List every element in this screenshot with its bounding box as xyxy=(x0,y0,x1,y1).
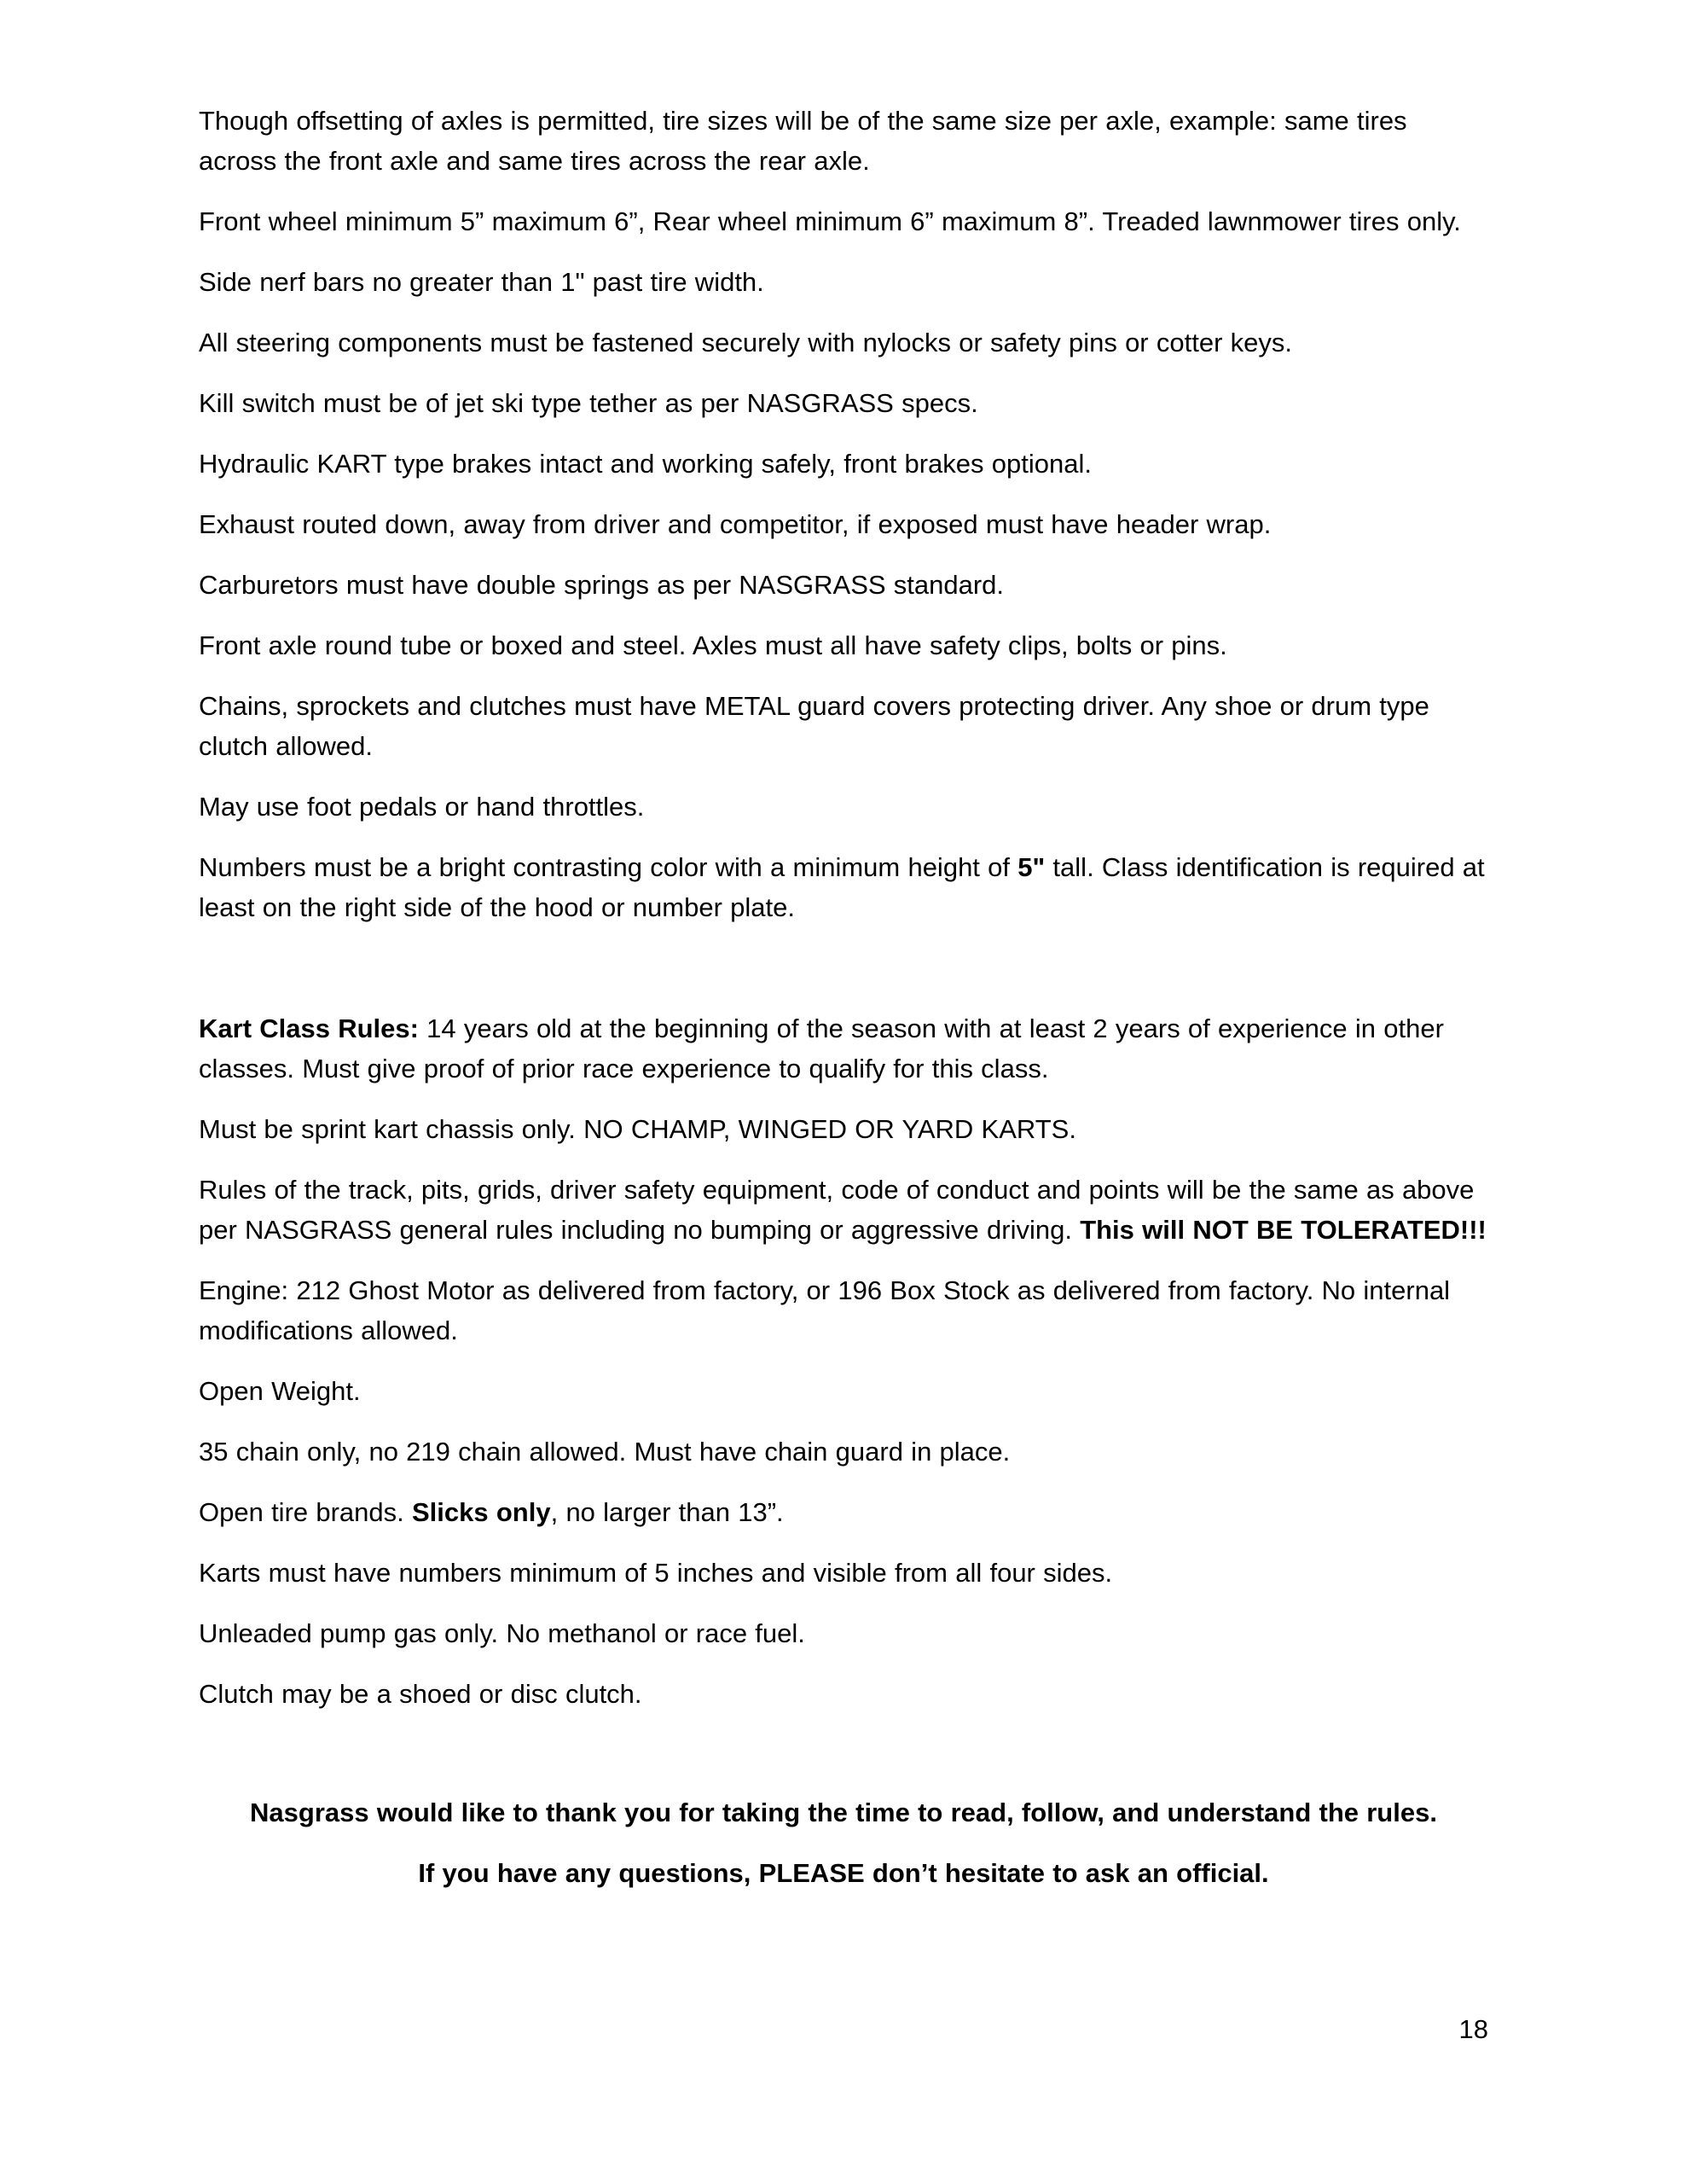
text-run: Must be sprint kart chassis only. NO CHAMP, WINGED OR YARD KARTS. xyxy=(199,1114,1076,1144)
kart-rule-chassis xyxy=(199,1109,1488,1149)
text-run: tall. Class identification is required at least on the right side of the hood or number plate. xyxy=(199,852,1485,922)
kart-rule-conduct xyxy=(199,1170,1488,1250)
text-run: Unleaded pump gas only. No methanol or race fuel. xyxy=(199,1618,805,1648)
text-run: Numbers must be a bright contrasting color with a minimum height of xyxy=(199,852,1018,882)
text-run: Front axle round tube or boxed and steel. Axles must all have safety clips, bolts or pins. xyxy=(199,630,1227,660)
text-run: Engine: 212 Ghost Motor as delivered from factory, or 196 Box Stock as delivered from factory. No internal modifications allowed. xyxy=(199,1275,1451,1345)
rule-nerf-bars xyxy=(199,262,1488,302)
text-run: , no larger than 13”. xyxy=(550,1497,784,1527)
kart-class-rules-heading-paragraph xyxy=(199,1008,1488,1089)
kart-rule-fuel xyxy=(199,1613,1488,1653)
text-run: If you have any questions, PLEASE don’t hesitate to ask an official. xyxy=(418,1858,1269,1888)
text-run: Front wheel minimum 5” maximum 6”, Rear wheel minimum 6” maximum 8”. Treaded lawnmower tires only. xyxy=(199,206,1461,236)
text-run: 5" xyxy=(1017,852,1046,882)
text-run: 35 chain only, no 219 chain allowed. Must have chain guard in place. xyxy=(199,1437,1011,1467)
text-run: Hydraulic KART type brakes intact and working safely, front brakes optional. xyxy=(199,449,1092,479)
text-run: Exhaust routed down, away from driver and competitor, if exposed must have header wrap. xyxy=(199,509,1272,539)
text-run: Clutch may be a shoed or disc clutch. xyxy=(199,1679,642,1709)
rule-chain-guards xyxy=(199,686,1488,766)
closing-questions xyxy=(199,1853,1488,1893)
rule-front-axle xyxy=(199,625,1488,665)
rule-throttles xyxy=(199,787,1488,827)
text-run: Side nerf bars no greater than 1" past tire width. xyxy=(199,267,764,297)
text-run: Nasgrass would like to thank you for taking the time to read, follow, and understand the rules. xyxy=(250,1798,1437,1827)
kart-rule-weight xyxy=(199,1371,1488,1411)
text-run: Kill switch must be of jet ski type tether as per NASGRASS specs. xyxy=(199,388,978,418)
rule-wheel-sizes xyxy=(199,201,1488,241)
document-body xyxy=(199,101,1488,1914)
rule-exhaust xyxy=(199,504,1488,544)
rule-numbers xyxy=(199,847,1488,927)
kart-rule-chain xyxy=(199,1432,1488,1472)
page-number: 18 xyxy=(1458,2014,1488,2044)
text-run: Chains, sprockets and clutches must have METAL guard covers protecting driver. Any shoe or drum type clutch allowed. xyxy=(199,691,1429,761)
text-run: All steering components must be fastened securely with nylocks or safety pins or cotter keys. xyxy=(199,328,1292,357)
rule-brakes xyxy=(199,444,1488,484)
rule-kill-switch xyxy=(199,383,1488,423)
text-run: Kart Class Rules: xyxy=(199,1014,419,1043)
kart-rule-numbers xyxy=(199,1553,1488,1593)
rule-steering xyxy=(199,322,1488,363)
rule-axle-offset xyxy=(199,101,1488,181)
text-run: Open Weight. xyxy=(199,1376,361,1406)
text-run: Carburetors must have double springs as per NASGRASS standard. xyxy=(199,570,1005,600)
closing-thanks xyxy=(199,1792,1488,1833)
text-run: May use foot pedals or hand throttles. xyxy=(199,792,645,822)
text-run: Though offsetting of axles is permitted, tire sizes will be of the same size per axle, example: same tires across the front axle and same tires across the rear axle. xyxy=(199,106,1407,176)
text-run: 14 years old at the beginning of the season with at least 2 years of experience in other classes. Must give proof of prior race experience to qualify for this class. xyxy=(199,1014,1444,1083)
text-run: This will NOT BE TOLERATED!!! xyxy=(1080,1215,1487,1245)
text-run: Slicks only xyxy=(412,1497,551,1527)
text-run: Rules of the track, pits, grids, driver safety equipment, code of conduct and points will be the same as above per NASGRASS general rules including no bumping or aggressive driving. xyxy=(199,1175,1475,1245)
text-run: Open tire brands. xyxy=(199,1497,412,1527)
kart-rule-tires xyxy=(199,1492,1488,1532)
text-run: Karts must have numbers minimum of 5 inches and visible from all four sides. xyxy=(199,1558,1113,1588)
rule-carburetors xyxy=(199,565,1488,605)
kart-rule-engine xyxy=(199,1270,1488,1350)
kart-rule-clutch xyxy=(199,1674,1488,1714)
